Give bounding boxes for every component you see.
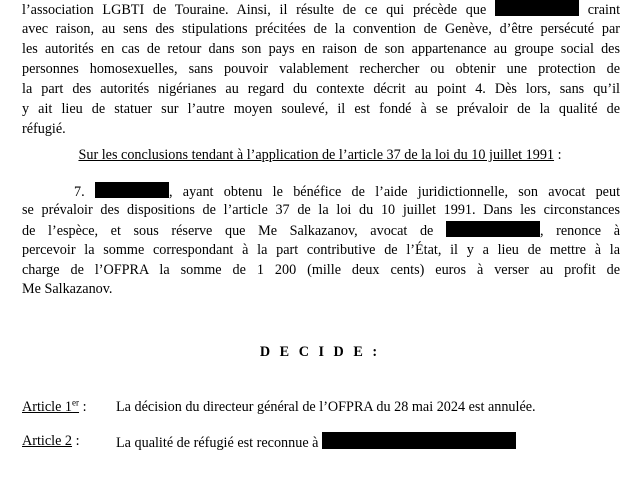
article-2-label: Article 2 :: [22, 433, 80, 449]
paragraph-line: les autorités en cas de retour dans son pays en raison de son appartenance au groupe social des: [22, 41, 620, 57]
decide-heading: D E C I D E :: [259, 344, 381, 360]
article-1-label: Article 1er :: [22, 397, 87, 415]
paragraph-line: avec raison, au sens des stipulations précitées de la convention de Genève, d’être persécuté par: [22, 21, 620, 37]
article-2-text: La qualité de réfugié est reconnue à: [116, 432, 516, 453]
redaction-block: [322, 432, 516, 449]
paragraph-line: y ait lieu de statuer sur l’autre moyen soulevé, il est fondé à se prévaloir de la qualité de: [22, 101, 620, 117]
paragraph-line: charge de l’OFPRA la somme de 1 200 (mille deux cents) euros à verser au profit de: [22, 262, 620, 278]
paragraph-line: personnes homosexuelles, sans pouvoir valablement rechercher ou obtenir une protection de: [22, 61, 620, 77]
redaction-block: [495, 0, 579, 16]
section-heading: Sur les conclusions tendant à l’application de l’article 37 de la loi du 10 juillet 1991 :: [78, 147, 562, 163]
paragraph-line: réfugié.: [22, 121, 66, 137]
article-1-text: La décision du directeur général de l’OFPRA du 28 mai 2024 est annulée.: [116, 399, 536, 415]
section-heading-text: Sur les conclusions tendant à l’application de l’article 37 de la loi du 10 juillet 1991: [78, 147, 555, 163]
paragraph-line: la part des autorités nigérianes au regard du contexte décrit au point 4. Dès lors, sans qu’il: [22, 81, 620, 97]
paragraph-line: se prévaloir des dispositions de l’article 37 de la loi du 10 juillet 1991. Dans les circonstances: [22, 202, 620, 218]
paragraph-line: l’association LGBTI de Touraine. Ainsi, il résulte de ce qui précède que craint: [22, 2, 621, 18]
paragraph-line: percevoir la somme correspondant à la part contributive de l’État, il y a lieu de mettre à la: [22, 242, 620, 258]
paragraph-line: de l’espèce, et sous réserve que Me Salkazanov, avocat de , renonce à: [22, 223, 620, 239]
redaction-block: [446, 221, 540, 237]
redaction-block: [95, 182, 169, 198]
paragraph-line: Me Salkazanov.: [22, 281, 113, 297]
paragraph-number: 7.: [74, 184, 85, 200]
paragraph-line: 7. , ayant obtenu le bénéfice de l’aide juridictionnelle, son avocat peut: [74, 184, 621, 200]
